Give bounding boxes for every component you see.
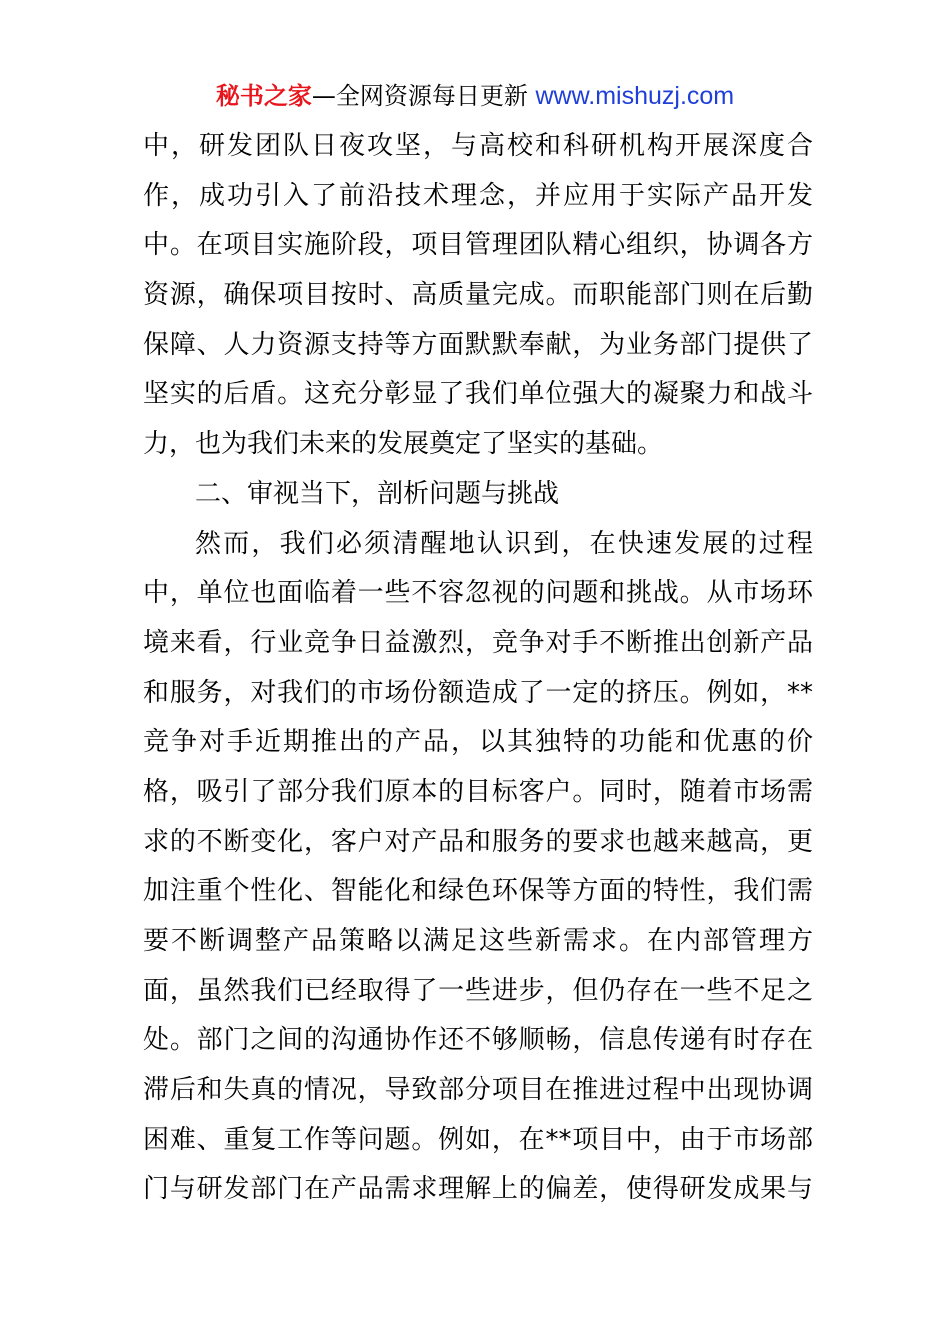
text-line: 作，成功引入了前沿技术理念，并应用于实际产品开发 [143,180,813,211]
text-line: 和服务，对我们的市场份额造成了一定的挤压。例如，** [143,677,813,708]
text-line: 要不断调整产品策略以满足这些新需求。在内部管理方 [143,926,813,956]
document-body [143,122,813,1215]
text-line: 门与研发部门在产品需求理解上的偏差，使得研发成果与 [143,1174,813,1205]
text-line: 保障、人力资源支持等方面默默奉献，为业务部门提供了 [143,329,813,360]
text-line: 竞争对手近期推出的产品，以其独特的功能和优惠的价 [143,727,813,758]
text-line: 然而，我们必须清醒地认识到，在快速发展的过程 [195,528,813,559]
site-brand: 秘书之家 [215,82,312,110]
text-line: 困难、重复工作等问题。例如，在**项目中，由于市场部 [143,1124,813,1155]
text-line: 中。在项目实施阶段，项目管理团队精心组织，协调各方 [143,230,813,261]
site-tagline: —全网资源每日更新 [311,82,528,110]
site-header [0,80,950,112]
text-line: 求的不断变化，客户对产品和服务的要求也越来越高，更 [143,826,813,857]
text-line: 中，研发团队日夜攻坚，与高校和科研机构开展深度合 [143,131,813,161]
text-line: 面，虽然我们已经取得了一些进步，但仍存在一些不足之 [143,975,813,1006]
text-line: 资源，确保项目按时、高质量完成。而职能部门则在后勤 [143,280,813,311]
section-heading: 二、审视当下，剖析问题与挑战 [195,478,560,509]
text-line: 格，吸引了部分我们原本的目标客户。同时，随着市场需 [143,776,813,807]
text-line: 处。部门之间的沟通协作还不够顺畅，信息传递有时存在 [143,1025,813,1056]
text-line: 加注重个性化、智能化和绿色环保等方面的特性，我们需 [143,876,813,907]
site-url[interactable]: www.mishuzj.com [535,82,735,110]
text-line: 坚实的后盾。这充分彰显了我们单位强大的凝聚力和战斗 [143,379,813,410]
text-line: 力，也为我们未来的发展奠定了坚实的基础。 [143,429,664,460]
text-line: 中，单位也面临着一些不容忽视的问题和挑战。从市场环 [143,578,813,609]
text-line: 滞后和失真的情况，导致部分项目在推进过程中出现协调 [143,1075,813,1106]
text-line: 境来看，行业竞争日益激烈，竞争对手不断推出创新产品 [143,627,813,658]
